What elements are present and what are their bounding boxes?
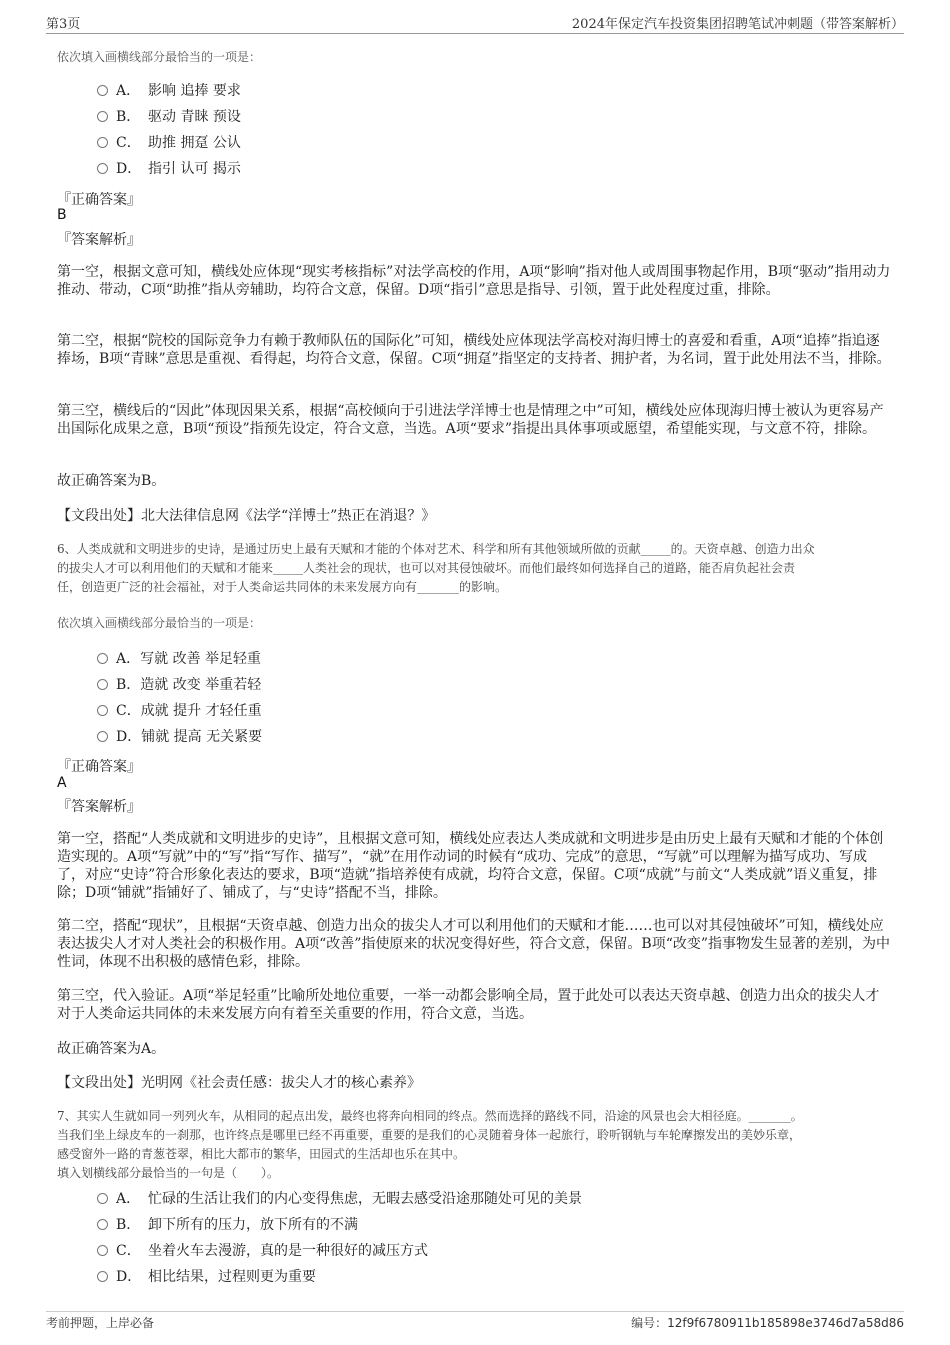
radio-icon[interactable] [97,1271,108,1282]
q6-option-b[interactable]: B．造就 改变 举重若轻 [97,674,261,696]
document-code: 编号：12f9f6780911b185898e3746d7a58d86 [631,1316,904,1330]
q6-instruction: 依次填入画横线部分最恰当的一项是： [57,616,262,630]
q5-answer-label: 『正确答案』 [57,192,141,208]
q7-option-b[interactable]: B． 卸下所有的压力，放下所有的不满 [97,1214,358,1236]
q6-option-a[interactable]: A．写就 改善 举足轻重 [97,648,261,670]
q5-analysis-3: 第三空，横线后的“因此”体现因果关系，根据“高校倾向于引进法学洋博士也是情理之中”可知，横线处应体现海归博士被认为更容易产出国际化成果之意，B项“预设”指预先设定，符合文意，当选。A项“要求”指提出具体事项或愿望，希望能实现，与文意不符，排除。 [57,403,884,437]
q6-analysis-label: 『答案解析』 [57,799,141,815]
q6-source: 【文段出处】光明网《社会责任感：拔尖人才的核心素养》 [57,1075,421,1091]
q5-answer: B [57,207,67,223]
header-divider [46,33,904,34]
q5-source: 【文段出处】北大法律信息网《法学“洋博士”热正在消退？》 [57,508,436,524]
q6-conclusion: 故正确答案为A。 [57,1041,166,1057]
q6-answer-label: 『正确答案』 [57,759,141,775]
radio-icon[interactable] [97,1219,108,1230]
q6-option-c[interactable]: C．成就 提升 才轻任重 [97,700,262,722]
footer-slogan: 考前押题，上岸必备 [46,1316,155,1330]
q7-option-a[interactable]: A． 忙碌的生活让我们的内心变得焦虑，无暇去感受沿途那随处可见的美景 [97,1188,582,1210]
q5-option-c[interactable]: C． 助推 拥趸 公认 [97,132,241,154]
radio-icon[interactable] [97,1193,108,1204]
q5-instruction: 依次填入画横线部分最恰当的一项是： [57,50,262,64]
q6-analysis-2: 第二空，搭配“现状”，且根据“天资卓越、创造力出众的拔尖人才可以利用他们的天赋和才能……也可以对其侵蚀破坏”可知，横线处应表达拔尖人才对人类社会的积极作用。A项“改善”指使原来的状况变得好些，符合文意，保留。B项“改变”指事物发生显著的差别，为中性词，体现不出积极的感情色彩，排除。 [57,918,891,970]
radio-icon[interactable] [97,1245,108,1256]
q6-analysis-1: 第一空，搭配“人类成就和文明进步的史诗”，且根据文意可知，横线处应表达人类成就和文明进步是由历史上最有天赋和才能的个体创造实现的。A项“写就”中的“写”指“写作、描写”，“就”在用作动词的时候有“成功、完成”的意思，“写就”可以理解为描写成功、写成了，对应“史诗”符合形象化表达的要求，B项“造就”指培养使有成就，均符合文意，保留。C项“成就”与前文“人类成就”语义重复，排除；D项“铺就”指铺好了、铺成了，与“史诗”搭配不当，排除。 [57,831,884,901]
radio-icon[interactable] [97,679,108,690]
radio-icon[interactable] [97,731,108,742]
q5-option-d[interactable]: D． 指引 认可 揭示 [97,158,241,180]
q5-conclusion: 故正确答案为B。 [57,473,166,489]
radio-icon[interactable] [97,111,108,122]
radio-icon[interactable] [97,653,108,664]
document-title: 2024年保定汽车投资集团招聘笔试冲刺题（带答案解析） [571,17,904,32]
q6-analysis-3: 第三空，代入验证。A项“举足轻重”比喻所处地位重要，一举一动都会影响全局，置于此处可以表达天资卓越、创造力出众的拔尖人才对于人类命运共同体的未来发展方向有着至关重要的作用，符合文意，当选。 [57,988,880,1022]
q5-option-a[interactable]: A． 影响 追捧 要求 [97,80,241,102]
page-number: 第3页 [46,17,81,32]
q7-option-d[interactable]: D． 相比结果，过程则更为重要 [97,1266,316,1288]
q5-option-b[interactable]: B． 驱动 青睐 预设 [97,106,241,128]
radio-icon[interactable] [97,705,108,716]
q6-stem: 6、人类成就和文明进步的史诗，是通过历史上最有天赋和才能的个体对艺术、科学和所有其他领域所做的贡献_____的。天资卓越、创造力出众 的拔尖人才可以利用他们的天赋和才能来_____人类社会的现状，也可以对其侵蚀破坏。而他们最终如何选择自己的道路，能否肩负起社会责 任，创造更广泛的社会福祉，对于人类命运共同体的未来发展方向有_______的影响。 [57,542,815,594]
footer-divider [46,1311,904,1312]
q5-analysis-label: 『答案解析』 [57,232,141,248]
q6-answer: A [57,775,67,791]
radio-icon[interactable] [97,85,108,96]
q5-analysis-1: 第一空，根据文意可知，横线处应体现“现实考核指标”对法学高校的作用，A项“影响”指对他人或周围事物起作用，B项“驱动”指用动力推动、带动，C项“助推”指从旁辅助，均符合文意，保留。D项“指引”意思是指导、引领，置于此处程度过重，排除。 [57,264,891,298]
radio-icon[interactable] [97,163,108,174]
q6-option-d[interactable]: D．铺就 提高 无关紧要 [97,726,262,748]
q7-stem: 7、其实人生就如同一列列火车，从相同的起点出发，最终也将奔向相同的终点。然而选择的路线不同，沿途的风景也会大相径庭。_______。 当我们坐上绿皮车的一刹那，也许终点是哪里已经不再重要，重要的是我们的心灵随着身体一起旅行，聆听钢轨与车轮摩擦发出的美妙乐章， 感受窗外一路的青葱苍翠，相比大都市的繁华，田园式的生活却也乐在其中。 填入划横线部分最恰当的一句是（ ）。 [57,1109,803,1180]
radio-icon[interactable] [97,137,108,148]
q5-analysis-2: 第二空，根据“院校的国际竞争力有赖于教师队伍的国际化”可知，横线处应体现法学高校对海归博士的喜爱和看重，A项“追捧”指追逐捧场，B项“青睐”意思是重视、看得起，均符合文意，保留。C项“拥趸”指坚定的支持者、拥护者，为名词，置于此处用法不当，排除。 [57,333,891,367]
q7-option-c[interactable]: C． 坐着火车去漫游，真的是一种很好的减压方式 [97,1240,428,1262]
